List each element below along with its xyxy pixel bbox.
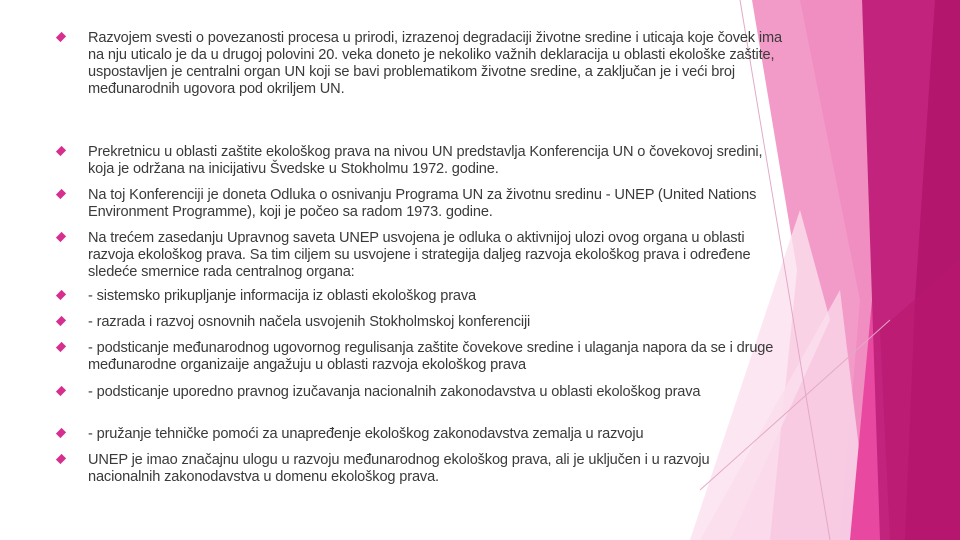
- bullet-text: - sistemsko prikupljanje informacija iz oblasti ekološkog prava: [88, 288, 476, 304]
- diamond-bullet-icon: [56, 189, 66, 199]
- bullet-text: - pružanje tehničke pomoći za unapređenje ekološkog zakonodavstva zemalja u razvoju: [88, 426, 644, 442]
- list-item: [57, 144, 787, 178]
- list-item: [57, 30, 787, 98]
- list-item: [57, 187, 787, 221]
- bullet-text: Na toj Konferenciji je doneta Odluka o osnivanju Programa UN za životnu sredinu - UNEP (United Nations Environment Programme), koji je počeo sa radom 1973. godine.: [88, 187, 757, 220]
- list-item: [57, 340, 787, 374]
- list-item: [57, 230, 787, 281]
- diamond-bullet-icon: [56, 290, 66, 300]
- bullet-text: - podsticanje međunarodnog ugovornog regulisanja zaštite čovekove sredine i ulaganja napora da se i druge međunarodne organizaije angažuju u oblasti razvoja ekološkog prava: [88, 340, 774, 373]
- bullet-text: - razrada i razvoj osnovnih načela usvojenih Stokholmskoj konferenciji: [88, 314, 531, 330]
- diamond-bullet-icon: [56, 32, 66, 42]
- diamond-bullet-icon: [56, 386, 66, 396]
- list-item: [57, 288, 787, 305]
- diamond-bullet-icon: [56, 146, 66, 156]
- diamond-bullet-icon: [56, 316, 66, 326]
- diamond-bullet-icon: [56, 342, 66, 352]
- list-item: [57, 384, 787, 401]
- diamond-bullet-icon: [56, 454, 66, 464]
- list-item: [57, 314, 787, 331]
- bullet-text: UNEP je imao značajnu ulogu u razvoju međunarodnog ekološkog prava, ali je uključen i u razvoju nacionalnih zakonodavstva u domenu ekološkog prava.: [88, 452, 710, 485]
- diamond-bullet-icon: [56, 428, 66, 438]
- bullet-text: - podsticanje uporedno pravnog izučavanja nacionalnih zakonodavstva u oblasti ekološkog prava: [88, 384, 701, 400]
- bullet-text: Na trećem zasedanju Upravnog saveta UNEP usvojena je odluka o aktivnijoj ulozi ovog organa u oblasti razvoja ekološkog prava. Sa tim ciljem su usvojene i strategija daljeg razvoja ekološkog prava i određene sledeće smernice rada centralnog organa:: [88, 230, 751, 280]
- list-item: [57, 452, 787, 486]
- bullet-text: Razvojem svesti o povezanosti procesa u prirodi, izrazenoj degradaciji životne sredine i uticaja koje čovek ima na nju uticalo je da u drugoj polovini 20. veka doneto je nekoliko važnih deklaracija u oblasti ekološke zaštite, uspostavljen je centralni organ UN koji se bavi problematikom životne sredine, a zaključan je i veći broj međunarodnih ugovora pod okriljem UN.: [88, 30, 782, 97]
- list-item: [57, 426, 787, 443]
- diamond-bullet-icon: [56, 232, 66, 242]
- bullet-text: Prekretnicu u oblasti zaštite ekološkog prava na nivou UN predstavlja Konferencija UN o čovekovoj sredini, koja je održana na inicijativu Švedske u Stokholmu 1972. godine.: [88, 144, 763, 177]
